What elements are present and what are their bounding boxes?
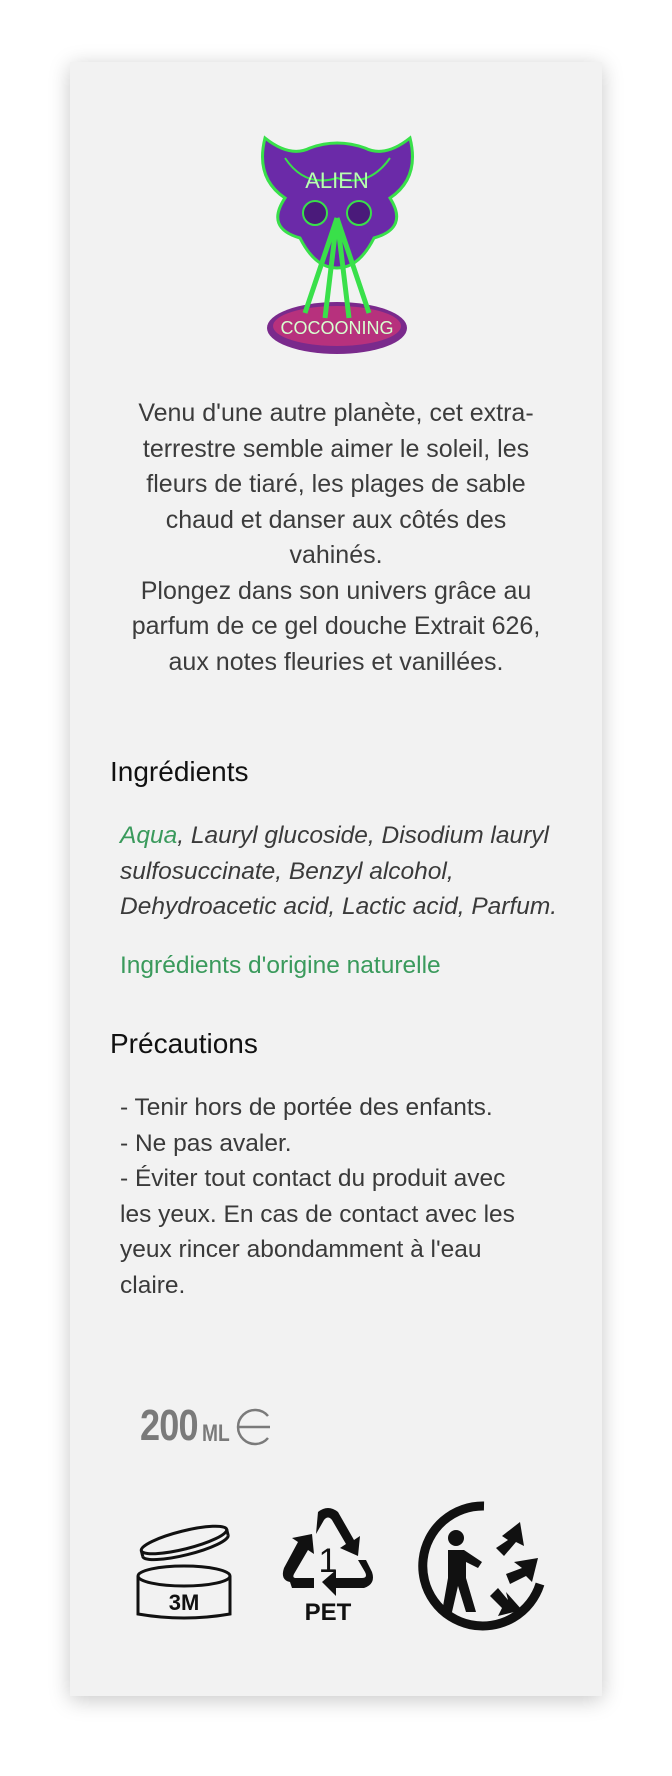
logo-top-text: ALIEN: [305, 168, 369, 193]
precaution-line: - Tenir hors de portée des enfants.: [120, 1094, 493, 1121]
volume-unit: ML: [202, 1420, 230, 1447]
description-line: Plongez dans son univers grâce au: [140, 576, 532, 605]
precaution-line: - Ne pas avaler.: [120, 1129, 292, 1157]
pao-label: 3M: [168, 1590, 200, 1615]
resin-label: PET: [304, 1599, 352, 1626]
triman-icon: [418, 1500, 550, 1632]
precautions-heading: Précautions: [110, 1028, 258, 1059]
description-line: Venu d'une autre planète, cet extra-: [138, 399, 534, 427]
description-line: fleurs de tiaré, les plages de sable: [146, 470, 526, 498]
recycling-triangle-icon: [280, 1502, 376, 1626]
estimated-e-icon: [232, 1406, 274, 1448]
description-line: aux notes fleuries et vanillées.: [168, 647, 504, 676]
ingredients-list: [120, 818, 560, 925]
description-line: terrestre semble aimer le soleil, les: [142, 434, 530, 463]
description-line: chaud et danser aux côtés des: [165, 505, 507, 534]
description-line: parfum de ce gel douche Extrait 626,: [131, 612, 541, 640]
alien-cocooning-logo: [245, 118, 430, 358]
description-line: vahinés.: [289, 541, 383, 569]
product-label-card: [70, 62, 602, 1696]
volume-amount: 200: [140, 1401, 198, 1450]
precautions-list: [120, 1090, 540, 1303]
product-description: [122, 396, 550, 680]
volume-mark: [140, 1388, 274, 1448]
precaution-line: yeux rincer abondamment à l'eau: [120, 1236, 482, 1263]
natural-origin-note: Ingrédients d'origine naturelle: [120, 952, 441, 979]
precaution-line: les yeux. En cas de contact avec les: [120, 1200, 515, 1228]
precaution-line: - Éviter tout contact du produit avec: [120, 1165, 506, 1192]
ingredients-rest: , Lauryl glucoside, Disodium lauryl sulfosuccinate, Benzyl alcohol, Dehydroacetic acid, Lactic acid, Parfum.: [120, 822, 558, 920]
resin-number: 1: [318, 1542, 338, 1580]
natural-ingredient: Aqua: [120, 822, 178, 849]
precaution-line: claire.: [120, 1271, 186, 1299]
ingredients-heading: Ingrédients: [110, 756, 249, 787]
open-jar-icon: [132, 1510, 236, 1626]
logo-bottom-text: COCOONING: [280, 318, 394, 338]
